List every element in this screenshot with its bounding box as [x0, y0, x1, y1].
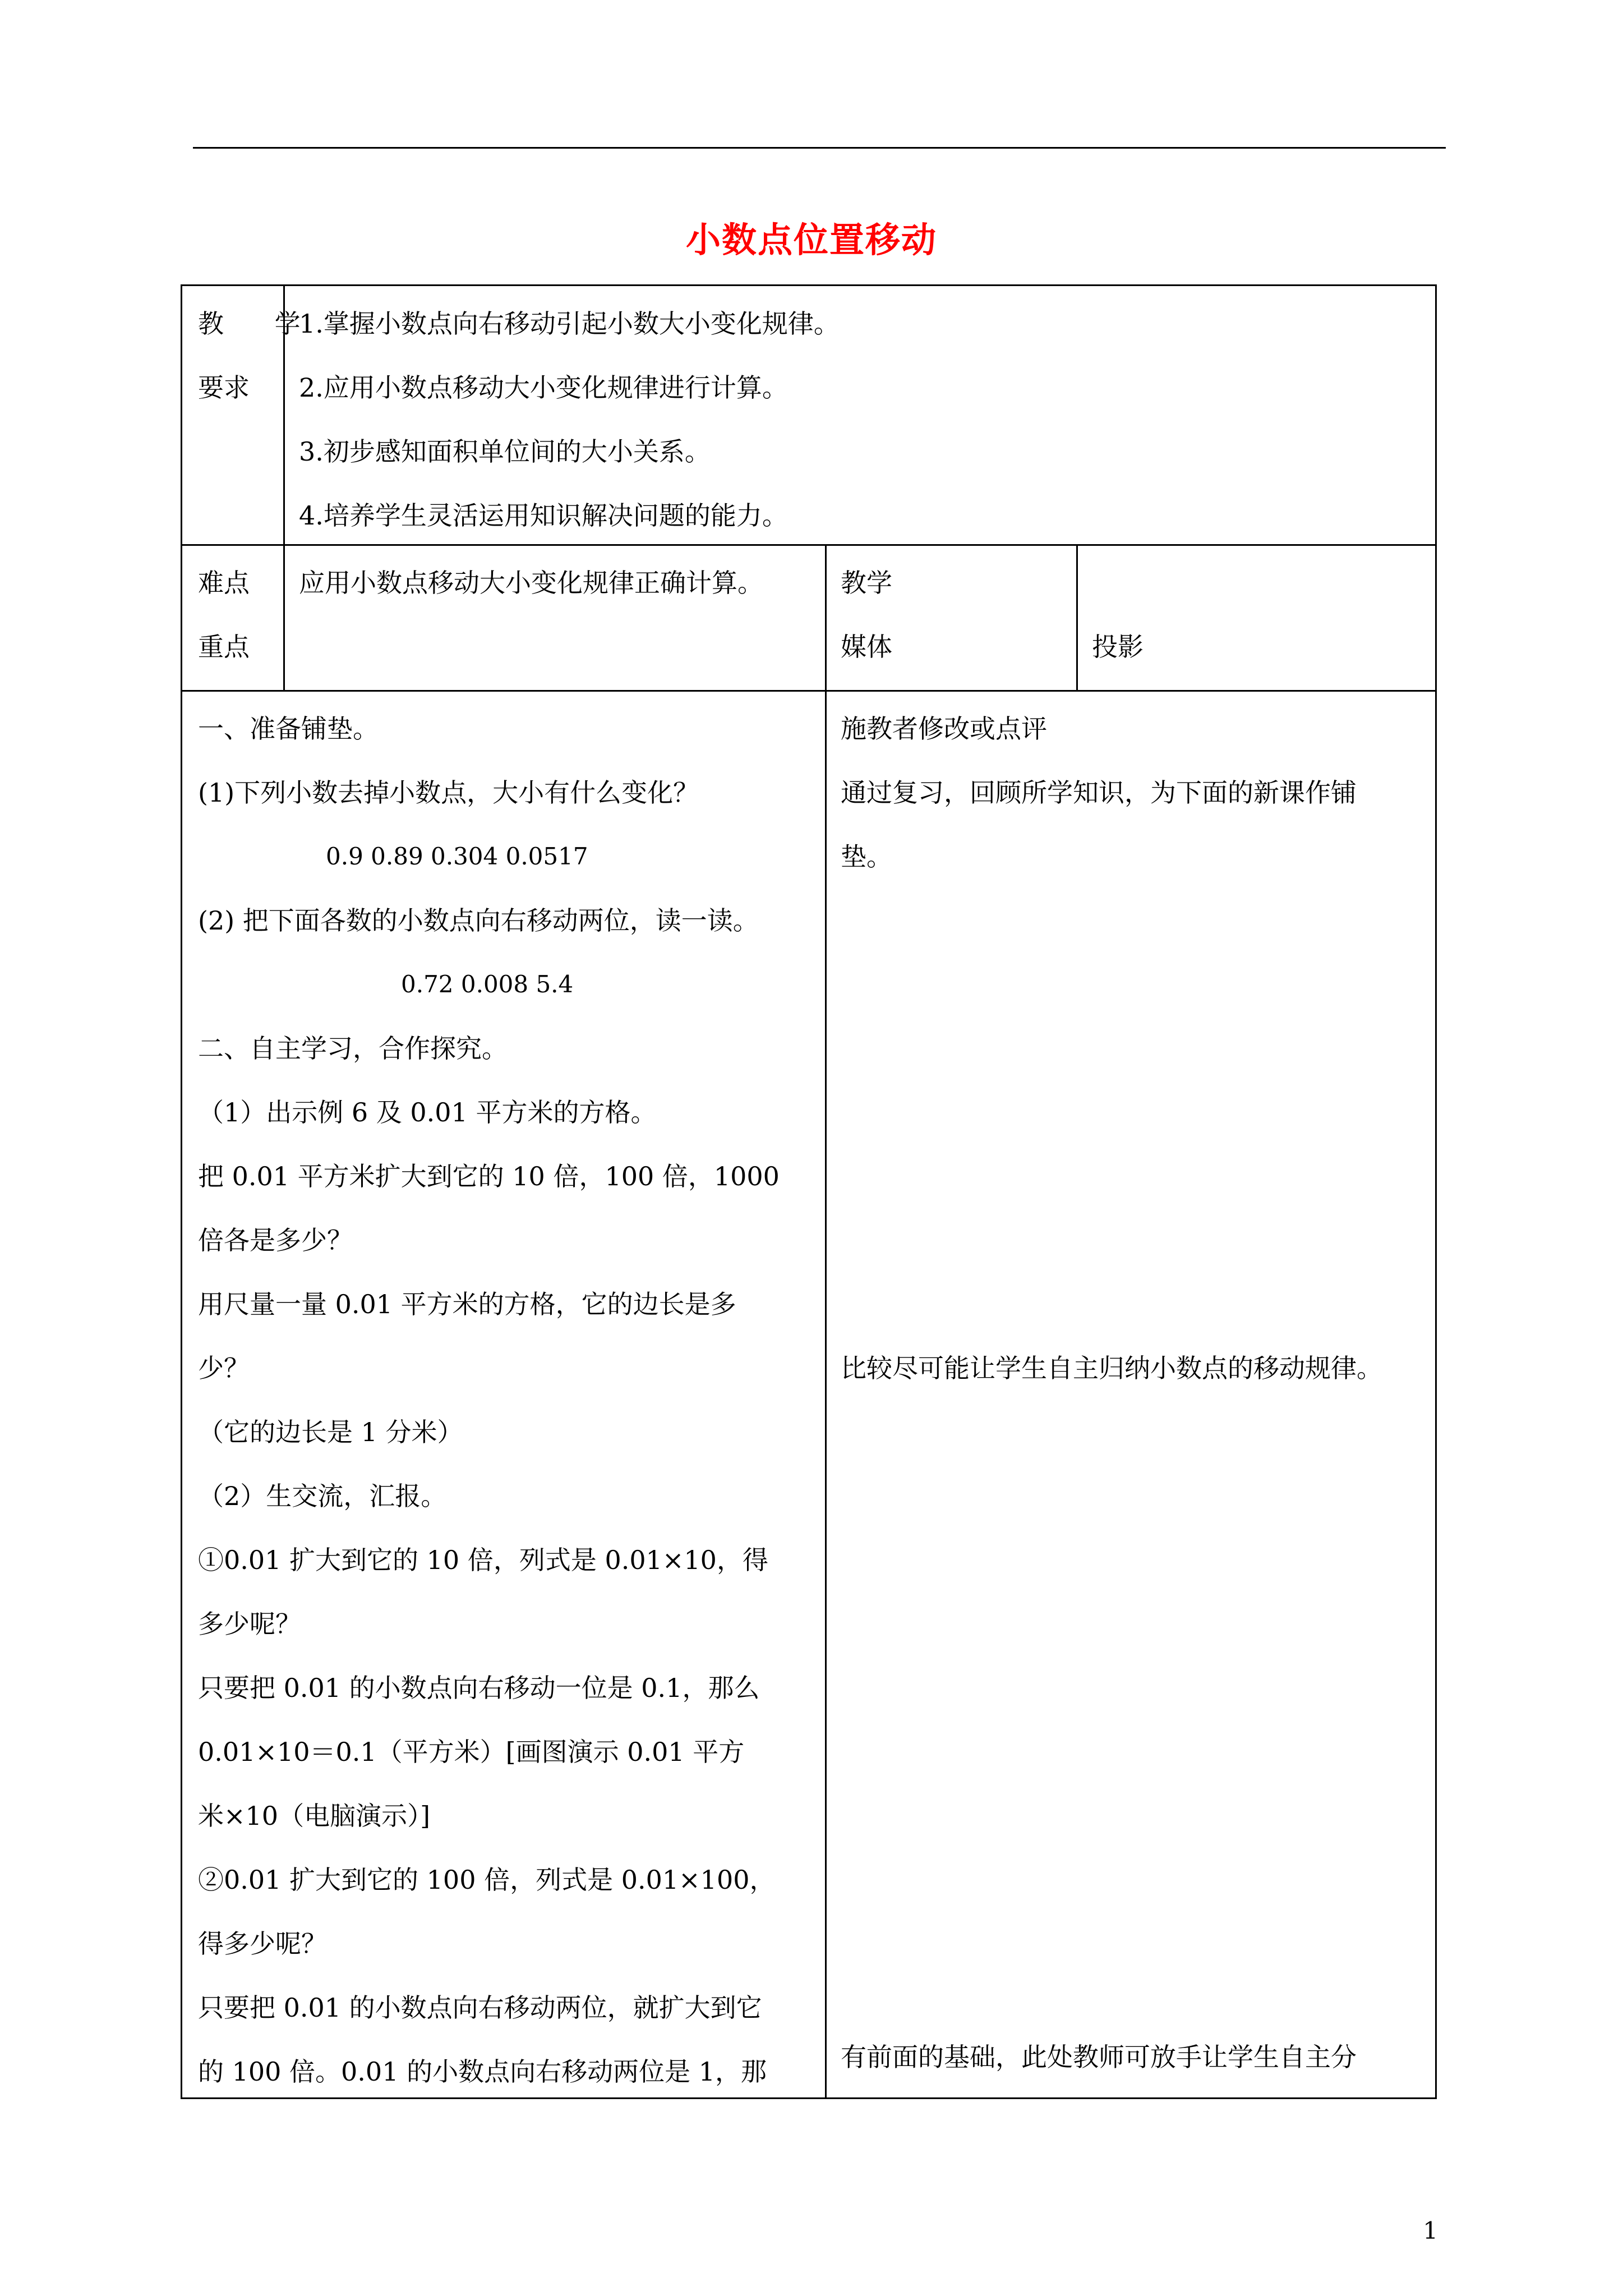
- difficulty-label-line1: 难点: [198, 568, 250, 598]
- page-title: 小数点位置移动: [685, 219, 937, 260]
- header-rule: [193, 147, 1446, 149]
- process-line-numbers: 0.9 0.89 0.304 0.0517: [326, 843, 588, 870]
- process-line: 只要把 0.01 的小数点向右移动一位是 0.1，那么: [198, 1673, 760, 1703]
- requirements-list: [299, 292, 840, 547]
- requirement-item: 4.培养学生灵活运用知识解决问题的能力。: [299, 500, 788, 531]
- process-line: 0.01×10＝0.1（平方米）[画图演示 0.01 平方: [198, 1737, 745, 1767]
- media-value-text: 投影: [1092, 632, 1144, 662]
- teacher-note-rule: [841, 1336, 1382, 1400]
- process-line: （1）出示例 6 及 0.01 平方米的方格。: [198, 1097, 657, 1128]
- requirements-label-line2: 要求: [198, 372, 250, 403]
- media-label-line2: 媒体: [841, 632, 892, 662]
- notes-heading-text: 施教者修改或点评: [841, 714, 1047, 744]
- note-review: 通过复习，回顾所学知识，为下面的新课作铺: [841, 777, 1357, 808]
- process-line: 一、准备铺垫。: [198, 714, 379, 744]
- col-divider-media: [1076, 544, 1078, 690]
- process-line: 米×10（电脑演示）]: [198, 1801, 431, 1831]
- process-line: (2) 把下面各数的小数点向右移动两位，读一读。: [198, 905, 759, 936]
- process-line: 用尺量一量 0.01 平方米的方格，它的边长是多: [198, 1289, 736, 1319]
- media-label-line1: 教学: [841, 568, 892, 598]
- process-line: （它的边长是 1 分米）: [198, 1417, 463, 1447]
- difficulty-label-line2: 重点: [198, 632, 250, 662]
- media-label: [841, 551, 892, 679]
- process-line: 倍各是多少？: [198, 1225, 353, 1255]
- process-line: 得多少呢？: [198, 1929, 327, 1959]
- process-line: （2）生交流，汇报。: [198, 1481, 447, 1511]
- note-autonomy-text: 有前面的基础，此处教师可放手让学生自主分: [841, 2042, 1357, 2072]
- process-line: 只要把 0.01 的小数点向右移动两位，就扩大到它: [198, 1993, 762, 2023]
- row-divider-2: [182, 690, 1435, 692]
- col-divider-main: [825, 544, 827, 2099]
- difficulty-content: [299, 551, 763, 615]
- requirement-item: 3.初步感知面积单位间的大小关系。: [299, 436, 711, 467]
- requirement-item: 1.掌握小数点向右移动引起小数大小变化规律。: [299, 309, 840, 339]
- process-line: 少？: [198, 1353, 250, 1383]
- process-line: (1)下列小数去掉小数点，大小有什么变化？: [198, 777, 699, 808]
- teacher-notes-heading: [841, 697, 1357, 889]
- media-value: [1092, 615, 1144, 679]
- process-line: ②0.01 扩大到它的 100 倍，列式是 0.01×100，: [198, 1865, 776, 1895]
- difficulty-text: 应用小数点移动大小变化规律正确计算。: [299, 568, 763, 598]
- process-line: 二、自主学习，合作探究。: [198, 1033, 508, 1064]
- requirements-label-line1: 教 学: [198, 309, 322, 339]
- note-review-cont: 垫。: [841, 841, 892, 872]
- lesson-plan-table: [181, 284, 1437, 2099]
- page-number: 1: [1423, 2217, 1438, 2244]
- process-line: 把 0.01 平方米扩大到它的 10 倍，100 倍，1000: [198, 1161, 780, 1191]
- difficulty-label: [198, 551, 250, 679]
- requirement-item: 2.应用小数点移动大小变化规律进行计算。: [299, 372, 788, 403]
- process-line: 多少呢？: [198, 1609, 301, 1639]
- note-rule-text: 比较尽可能让学生自主归纳小数点的移动规律。: [841, 1353, 1382, 1383]
- process-line: ①0.01 扩大到它的 10 倍，列式是 0.01×10，得: [198, 1545, 768, 1575]
- process-line: 的 100 倍。0.01 的小数点向右移动两位是 1，那: [198, 2056, 767, 2087]
- process-line-numbers: 0.72 0.008 5.4: [401, 970, 574, 998]
- teaching-process: [198, 697, 780, 2104]
- teacher-note-autonomy: [841, 2025, 1357, 2089]
